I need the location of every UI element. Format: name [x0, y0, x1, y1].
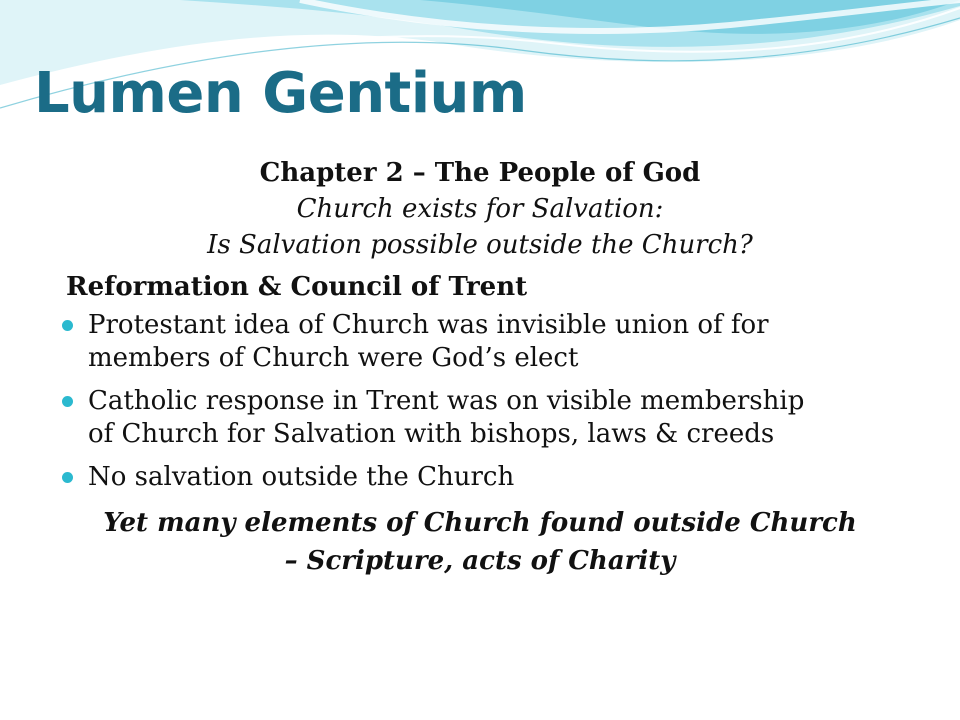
closing-statement — [60, 504, 900, 580]
bullet-text-line-1: Protestant idea of Church was invisible union of for — [88, 310, 769, 340]
bullet-text-line-1: No salvation outside the Church — [88, 462, 515, 492]
slide-body — [60, 155, 900, 580]
bullet-text-line-1: Catholic response in Trent was on visible membership — [88, 386, 805, 416]
bullet-dot-icon — [62, 320, 73, 331]
bullet-text-line-2: of Church for Salvation with bishops, laws & creeds — [88, 419, 775, 449]
bullet-dot-icon — [62, 396, 73, 407]
bullet-item — [60, 385, 900, 451]
bullet-list — [60, 309, 900, 494]
section-heading: Reformation & Council of Trent — [66, 272, 528, 302]
slide-title: Lumen Gentium — [34, 61, 527, 126]
bullet-dot-icon — [62, 472, 73, 483]
subtitle-line-2: Is Salvation possible outside the Church? — [207, 230, 753, 260]
closing-line-1: Yet many elements of Church found outside Church — [103, 508, 857, 538]
bullet-item — [60, 309, 900, 375]
subtitle-line-1: Church exists for Salvation: — [296, 194, 664, 224]
bullet-item — [60, 461, 900, 494]
bullet-text-line-2: members of Church were God’s elect — [88, 343, 579, 373]
chapter-heading: Chapter 2 – The People of God — [259, 158, 701, 188]
closing-line-2: – Scripture, acts of Charity — [284, 546, 676, 576]
